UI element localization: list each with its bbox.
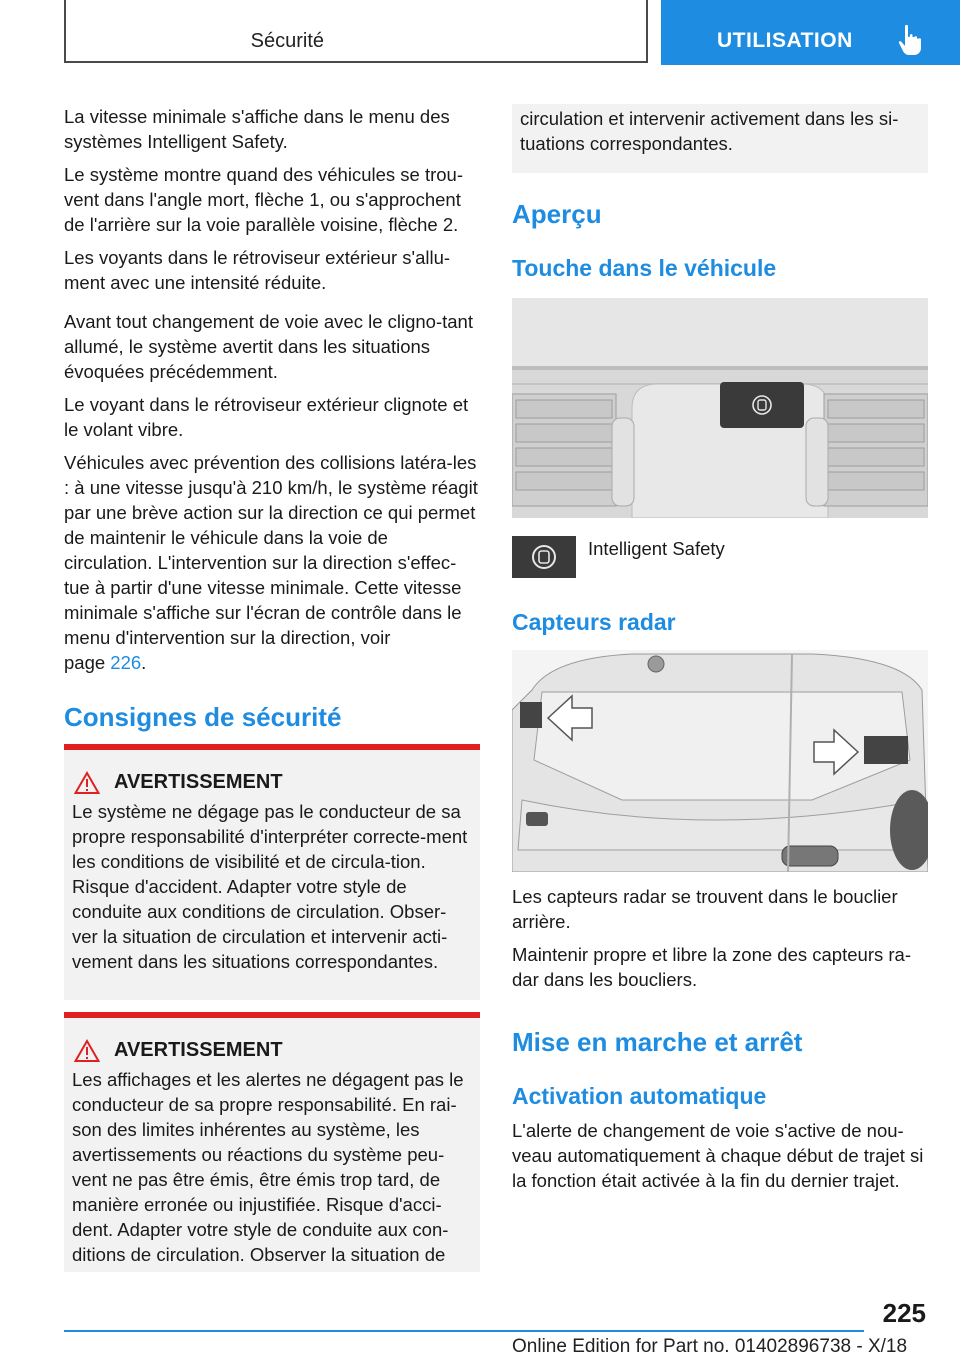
header-chapter-tab[interactable] (661, 0, 960, 65)
footer-edition: Online Edition for Part no. 01402896738 - X/18 (512, 1336, 908, 1357)
paragraph: Maintenir propre et libre la zone des capteurs ra‐dar dans les boucliers. (512, 944, 911, 990)
section-heading-overview: Aperçu (512, 199, 602, 229)
warning-title (74, 770, 472, 795)
header-chapter-label: UTILISATION (717, 29, 853, 52)
left-column (64, 104, 480, 733)
air-vent-left (512, 394, 616, 506)
button-label: Intelligent Safety (588, 538, 725, 559)
radar-sensor-right (864, 736, 908, 764)
paragraph: Avant tout changement de voie avec le cligno‐tant allumé, le système avertit dans les situations évoquées précédemment. (64, 311, 473, 382)
air-vent-right (824, 394, 928, 506)
paragraph: Le voyant dans le rétroviseur extérieur clignote et le volant vibre. (64, 394, 469, 440)
warning-box (64, 744, 480, 1000)
paragraph-text: Véhicules avec prévention des collisions latéra‐les : à une vitesse jusqu'à 210 km/h, le système réagit par une brève action sur la direction ce qui permet de maintenir le véhicule dans la voie de circulation. L'intervention sur la direction s'effec‐tue à partir d'une vitesse minimale. Cette vitesse minimale s'affiche sur l'écran de contrôle dans le menu d'intervention sur la direction, voir (64, 452, 478, 648)
auto-text (512, 1118, 932, 1201)
page-number: 225 (882, 1298, 926, 1328)
paragraph: Le système montre quand des véhicules se trou‐vent dans l'angle mort, flèche 1, ou s'approchent de l'arrière sur la voie parallèle voisine, flèche 2. (64, 164, 463, 235)
header-section-title: Sécurité (250, 30, 324, 52)
warning-title-text: AVERTISSEMENT (114, 771, 283, 793)
rear-bumper-radar-image (512, 650, 928, 872)
paragraph (64, 450, 480, 675)
subheading-radar: Capteurs radar (512, 609, 676, 635)
warning-text: Les affichages et les alertes ne dégagent pas le conducteur de sa propre responsabilité. En rai‐son des limites inhérentes au système, les avertissements ou réactions du système peu‐vent ne pas être émis, être émis trop tard, de manière erronée ou injustifiée. Risque d'acci‐dent. Adapter votre style de conduite aux con‐ditions de circulation. Observer la situation de (72, 1069, 464, 1265)
pointing-hand-icon (897, 24, 923, 56)
section-heading-safety: Consignes de sécurité (64, 702, 342, 732)
footer-divider (64, 1330, 864, 1332)
warning-box (64, 1012, 480, 1272)
section-heading-onoff: Mise en marche et arrêt (512, 1027, 803, 1057)
subheading-button: Touche dans le véhicule (512, 255, 777, 281)
paragraph-end: . (141, 652, 147, 673)
intelligent-safety-button-icon (512, 536, 576, 578)
radar-sensor-left (520, 702, 542, 728)
header-frame (64, 0, 648, 63)
warning-text: Le système ne dégage pas le conducteur de sa propre responsabilité d'interpréter correcte‐ment les conditions de visibilité et de circula‐tion. Risque d'accident. Adapter votre style de conduite aux conditions de circulation. Obser‐ver la situation de circulation et intervenir acti‐vement dans les situations correspondantes. (72, 801, 468, 972)
warning-title (74, 1038, 472, 1063)
dashboard-button-image (512, 298, 928, 518)
warning-text-continued: circulation et intervenir activement dans les si‐tuations correspondantes. (520, 108, 899, 154)
page-reference-link[interactable]: 226 (110, 652, 142, 673)
paragraph: L'alerte de changement de voie s'active de nou‐veau automatiquement à chaque début de trajet si la fonction était activée à la fin du dernier trajet. (512, 1120, 924, 1191)
paragraph: Les voyants dans le rétroviseur extérieur s'allu‐ment avec une intensité réduite. (64, 247, 451, 293)
warning-title-text: AVERTISSEMENT (114, 1039, 283, 1061)
paragraph: La vitesse minimale s'affiche dans le menu des systèmes Intelligent Safety. (64, 106, 450, 152)
subheading-auto: Activation automatique (512, 1083, 767, 1109)
warning-continuation-box (512, 104, 928, 173)
warning-triangle-icon (74, 1039, 100, 1063)
radar-text (512, 884, 928, 1000)
warning-triangle-icon (74, 771, 100, 795)
paragraph: Les capteurs radar se trouvent dans le bouclier arrière. (512, 886, 898, 932)
page-reference-prefix: page (64, 652, 106, 673)
